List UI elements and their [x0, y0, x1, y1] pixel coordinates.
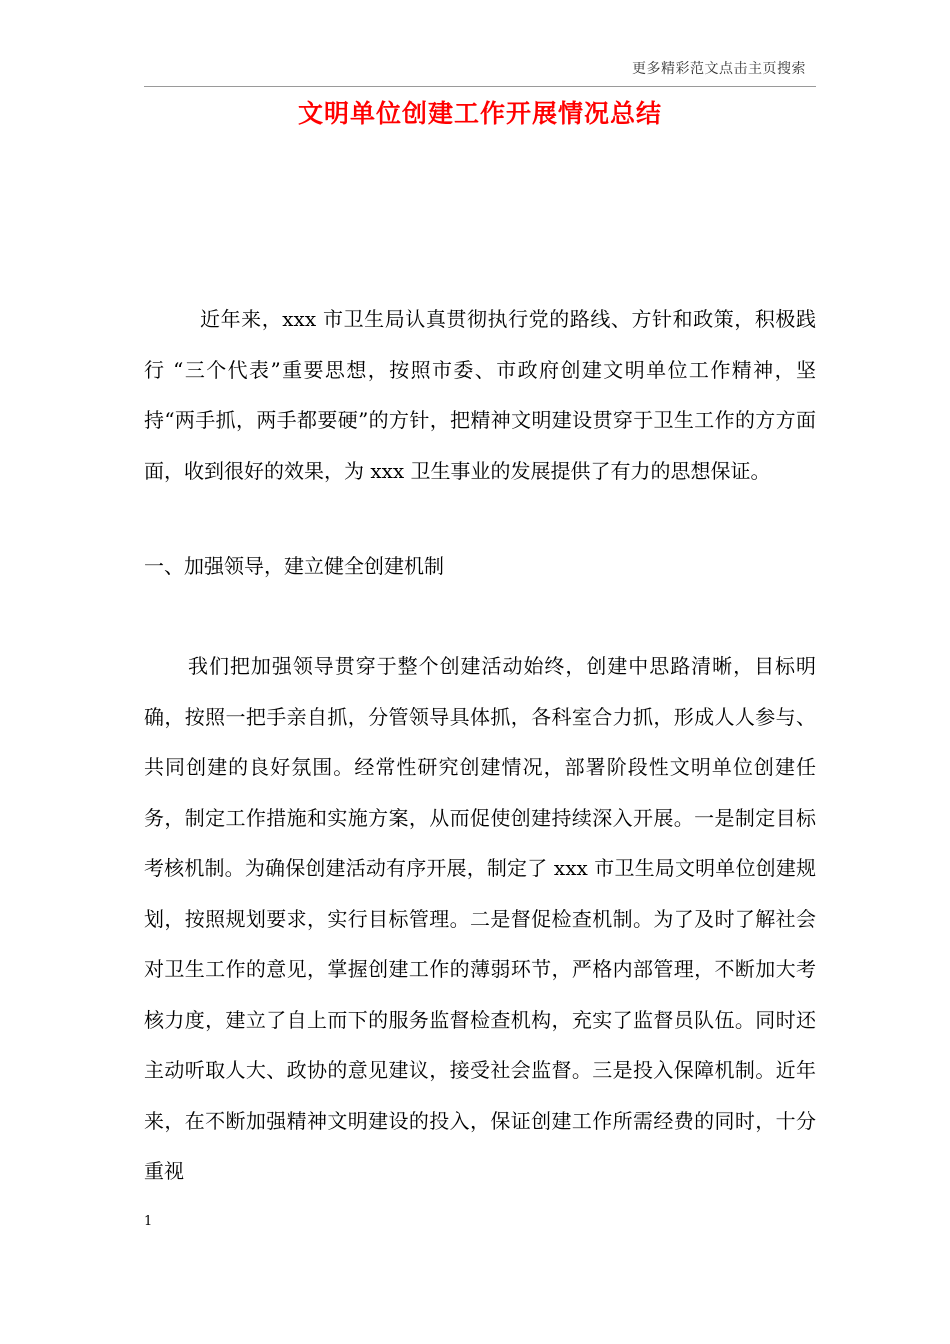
- section-heading: 一、加强领导，建立健全创建机制: [144, 554, 444, 578]
- page-number: 1: [144, 1214, 153, 1229]
- header-divider: [144, 86, 816, 87]
- section-paragraph: 我们把加强领导贯穿于整个创建活动始终，创建中思路清晰，目标明确，按照一把手亲自抓，分管领导具体抓，各科室合力抓，形成人人参与、共同创建的良好氛围。经常性研究创建情况，部署阶段性文明单位创建任务，制定工作措施和实施方案，从而促使创建持续深入开展。一是制定目标考核机制。为确保创建活动有序开展，制定了 xxx 市卫生局文明单位创建规划，按照规划要求，实行目标管理。二是督促检查机制。为了及时了解社会对卫生工作的意见，掌握创建工作的薄弱环节，严格内部管理，不断加大考核力度，建立了自上而下的服务监督检查机构，充实了监督员队伍。同时还主动听取人大、政协的意见建议，接受社会监督。三是投入保障机制。近年来，在不断加强精神文明建设的投入，保证创建工作所需经费的同时，十分重视: [144, 654, 816, 1183]
- intro-paragraph: 近年来，xxx 市卫生局认真贯彻执行党的路线、方针和政策，积极践行 “三个代表”重要思想，按照市委、市政府创建文明单位工作精神，坚持“两手抓，两手都要硬”的方针，把精神文明建设贯穿于卫生工作的方方面面，收到很好的效果，为 xxx 卫生事业的发展提供了有力的思想保证。: [144, 307, 816, 483]
- document-title: 文明单位创建工作开展情况总结: [297, 99, 662, 128]
- header-note: 更多精彩范文点击主页搜索: [632, 61, 806, 77]
